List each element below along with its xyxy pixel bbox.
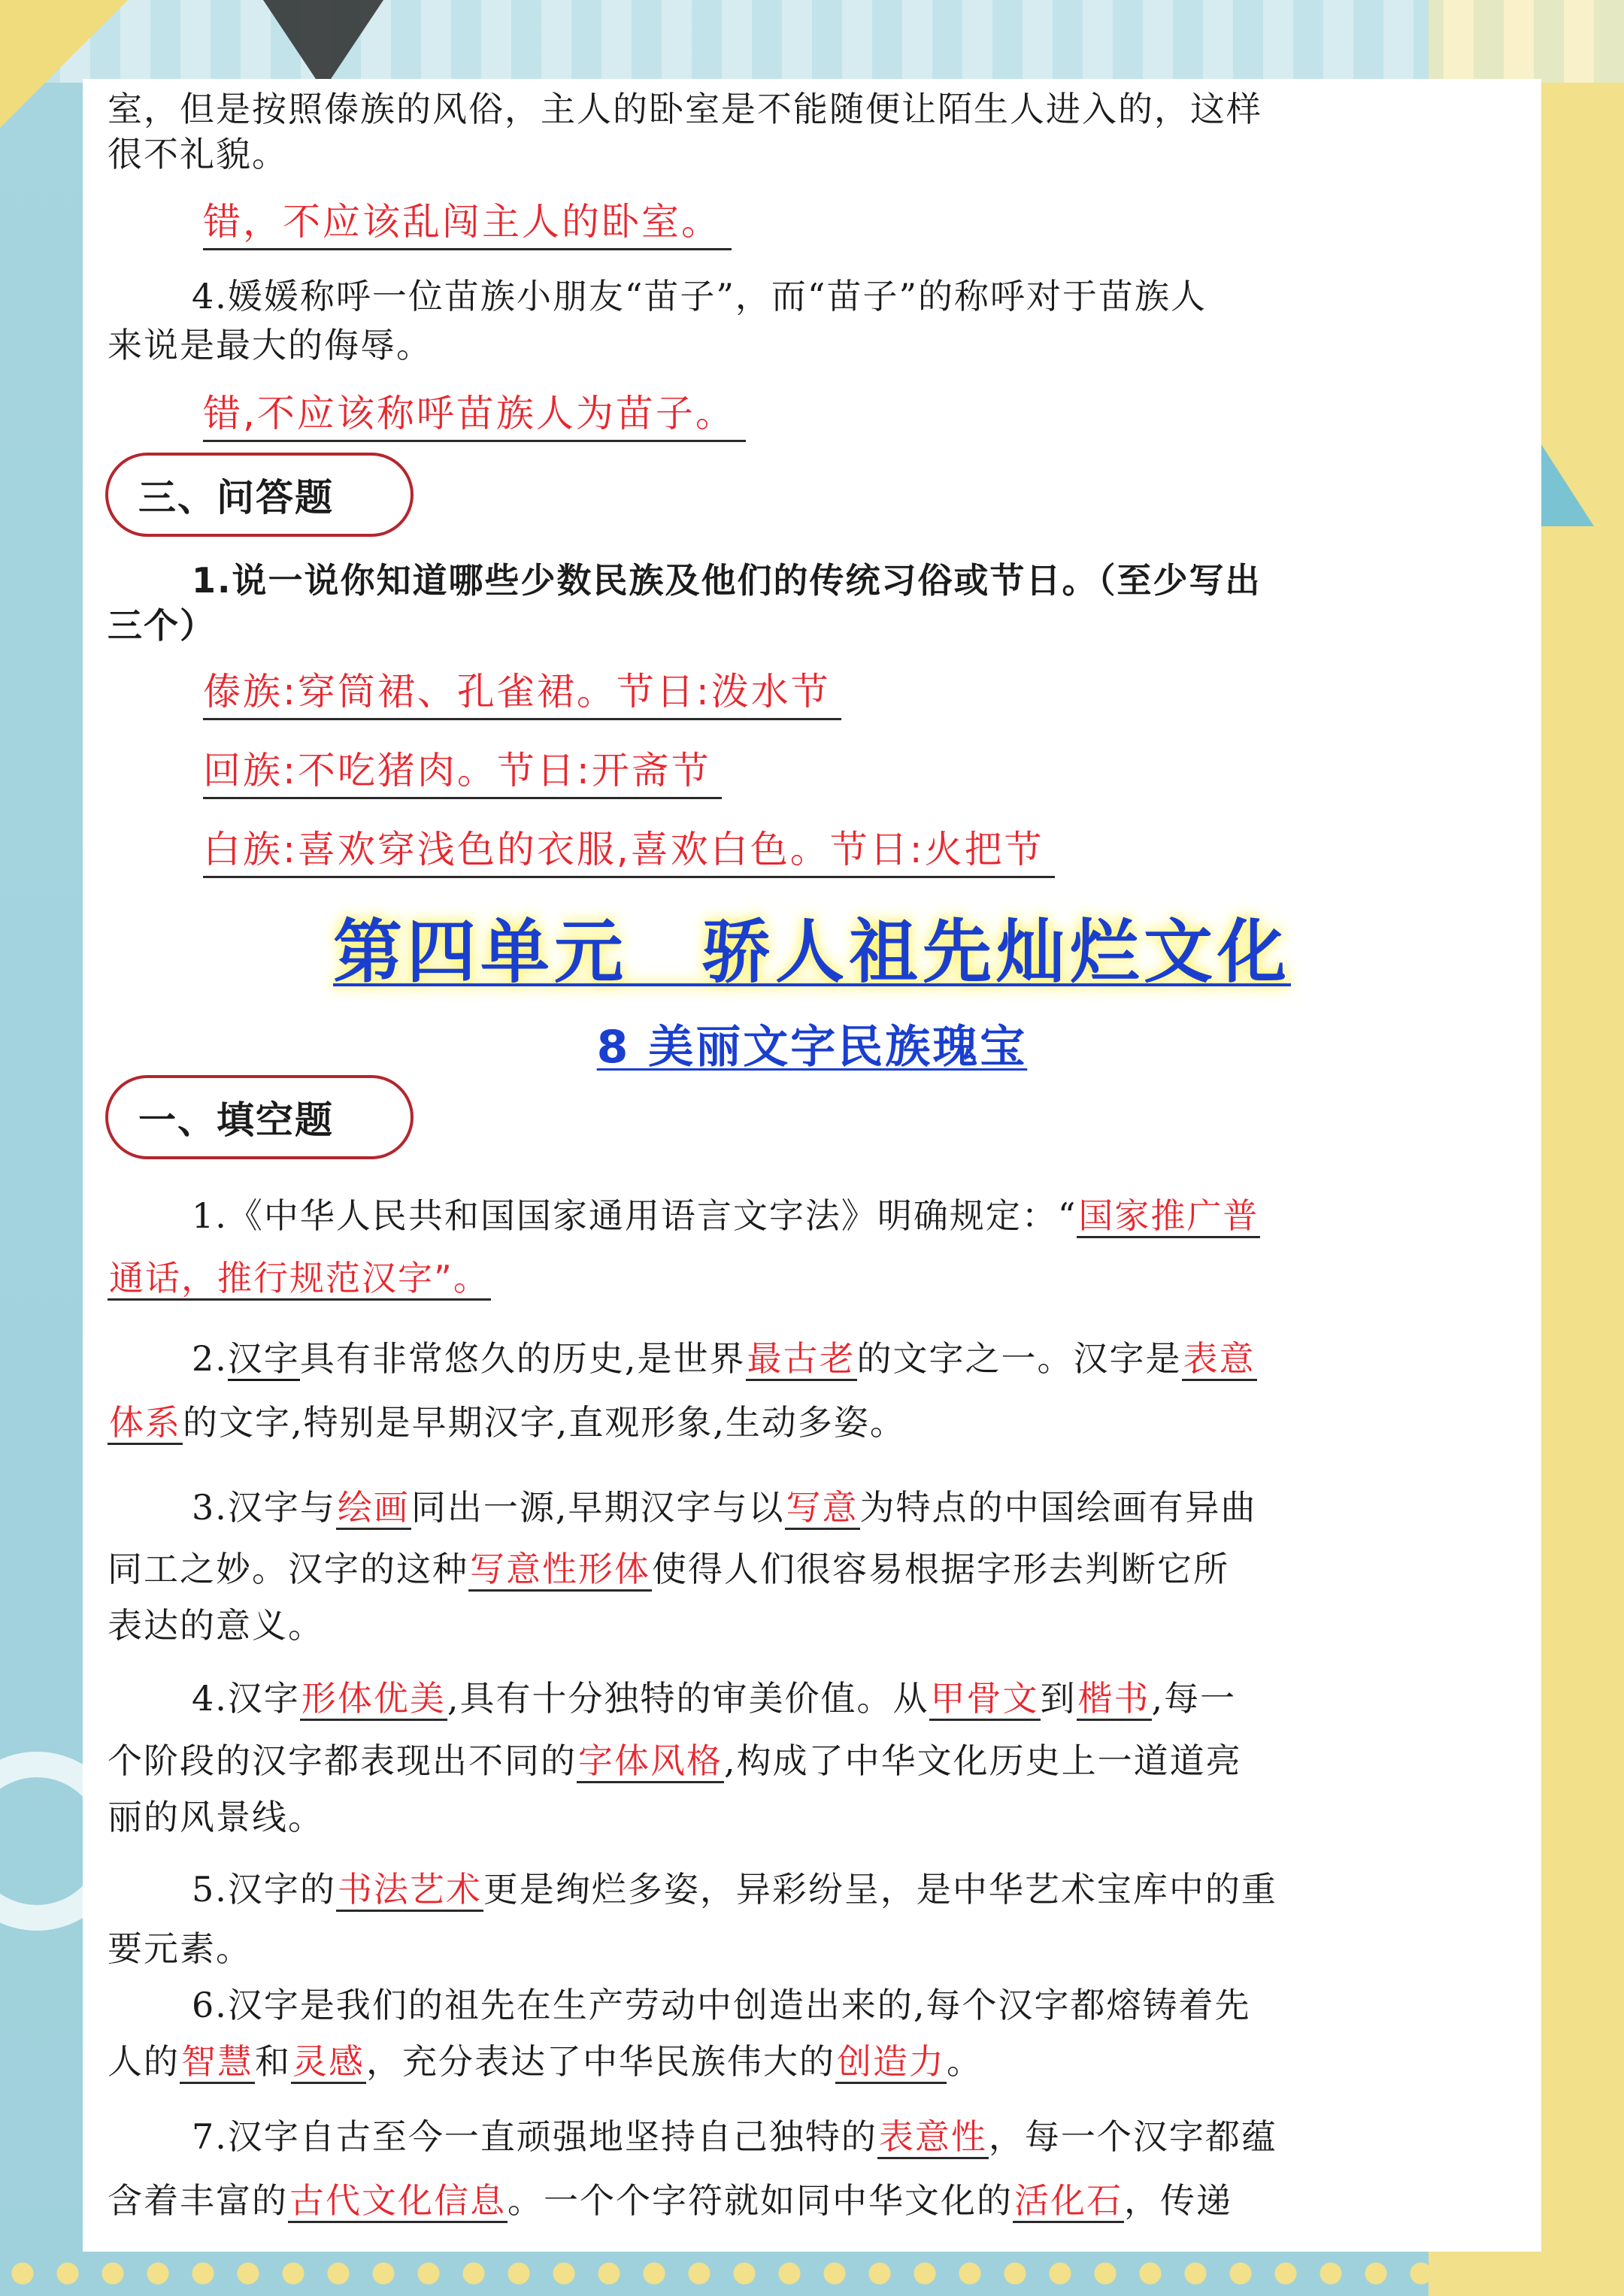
answer-blank: 写意性形体 bbox=[468, 1549, 652, 1592]
answer-blank: 写意 bbox=[785, 1487, 860, 1530]
section-badge: 三、问答题 bbox=[105, 453, 414, 537]
question-7 bbox=[108, 2113, 1517, 2161]
text-line bbox=[108, 1254, 1517, 1302]
text: 同工之妙。汉字的这种 bbox=[108, 1549, 468, 1589]
text: 更是绚烂多姿，异彩纷呈，是中华艺术宝库中的重 bbox=[483, 1869, 1277, 1910]
text: 为特点的中国绘画有异曲 bbox=[859, 1487, 1257, 1528]
keyword: 汉字 bbox=[228, 1338, 300, 1381]
text: 5.汉字的 bbox=[192, 1869, 336, 1910]
decor-dots bbox=[0, 2251, 1624, 2296]
answer-blank: 通话，推行规范汉字”。 bbox=[108, 1258, 491, 1301]
answer-blank: 绘画 bbox=[336, 1487, 411, 1530]
question-1 bbox=[108, 1192, 1517, 1240]
answer-blank: 楷书 bbox=[1077, 1678, 1152, 1721]
question-4: 4.媛媛称呼一位苗族小朋友“苗子”，而“苗子”的称呼对于苗族人 bbox=[192, 276, 1207, 317]
unit-title: 第四单元 骄人祖先灿烂文化 bbox=[332, 912, 1291, 992]
text: 2. bbox=[192, 1338, 228, 1379]
section-badge: 一、填空题 bbox=[105, 1075, 414, 1159]
answer-blank: 表意性 bbox=[877, 2116, 989, 2159]
answer-blank: 活化石 bbox=[1013, 2180, 1124, 2223]
text-line: 室，但是按照傣族的风俗，主人的卧室是不能随便让陌生人进入的，这样 bbox=[108, 89, 1262, 129]
text-line: 很不礼貌。 bbox=[108, 134, 288, 174]
answer-blank: 甲骨文 bbox=[929, 1678, 1041, 1721]
text-line bbox=[108, 2176, 1517, 2225]
text: ，传递 bbox=[1124, 2180, 1232, 2221]
answer-blank: 国家推广普 bbox=[1077, 1195, 1260, 1238]
text: 和 bbox=[255, 2041, 291, 2082]
question-4 bbox=[108, 1674, 1517, 1722]
answer-blank: 表意 bbox=[1182, 1338, 1257, 1381]
text: ，每一个汉字都蕴 bbox=[988, 2116, 1277, 2157]
answer-line: 错,不应该称呼苗族人为苗子。 bbox=[203, 387, 746, 442]
answer-line: 错，不应该乱闯主人的卧室。 bbox=[203, 195, 732, 250]
text-line: 表达的意义。 bbox=[108, 1605, 324, 1646]
text: ,具有十分独特的审美价值。从 bbox=[447, 1678, 929, 1719]
text: 到 bbox=[1040, 1678, 1077, 1719]
answer-line: 傣族:穿筒裙、孔雀裙。节日:泼水节 bbox=[203, 665, 841, 720]
answer-blank: 字体风格 bbox=[577, 1740, 724, 1783]
text-line: 来说是最大的侮辱。 bbox=[108, 325, 432, 365]
text: ,每一 bbox=[1151, 1678, 1237, 1719]
text: 具有非常悠久的历史,是世界 bbox=[299, 1338, 746, 1379]
answer-line: 回族:不吃猪肉。节日:开斋节 bbox=[203, 744, 722, 799]
question-2 bbox=[108, 1334, 1517, 1383]
text-line bbox=[108, 1737, 1517, 1785]
answer-blank: 形体优美 bbox=[300, 1678, 447, 1721]
text-line bbox=[108, 1398, 1517, 1446]
text-line bbox=[108, 1545, 1517, 1593]
text: 个阶段的汉字都表现出不同的 bbox=[108, 1740, 577, 1781]
text: 。 bbox=[947, 2041, 983, 2082]
text: 3.汉字与 bbox=[192, 1487, 336, 1528]
text: 的文字之一。汉字是 bbox=[856, 1338, 1182, 1379]
answer-blank: 最古老 bbox=[746, 1338, 857, 1381]
text-line: 三个） bbox=[108, 605, 216, 646]
text: 1.《中华人民共和国国家通用语言文字法》明确规定：“ bbox=[192, 1195, 1077, 1236]
answer-blank: 灵感 bbox=[291, 2041, 366, 2084]
question-1: 1.说一说你知道哪些少数民族及他们的传统习俗或节日。（至少写出 bbox=[192, 560, 1262, 601]
decor-triangle-dark bbox=[263, 0, 383, 90]
question-5 bbox=[108, 1865, 1517, 1913]
text-line: 要元素。 bbox=[108, 1928, 252, 1969]
background-stripe bbox=[0, 0, 1624, 83]
question-6: 6.汉字是我们的祖先在生产劳动中创造出来的,每个汉字都熔铸着先 bbox=[192, 1985, 1251, 2025]
text: 人的 bbox=[108, 2041, 180, 2082]
text-line: 丽的风景线。 bbox=[108, 1797, 324, 1837]
answer-blank: 古代文化信息 bbox=[288, 2180, 508, 2223]
answer-blank: 体系 bbox=[108, 1402, 183, 1445]
text: 含着丰富的 bbox=[108, 2180, 288, 2221]
text: 7.汉字自古至今一直顽强地坚持自己独特的 bbox=[192, 2116, 877, 2157]
lesson-title: 8 美丽文字民族瑰宝 bbox=[596, 1021, 1028, 1074]
text: 的文字,特别是早期汉字,直观形象,生动多姿。 bbox=[183, 1402, 906, 1443]
worksheet-paper bbox=[83, 79, 1541, 2252]
text: ，充分表达了中华民族伟大的 bbox=[366, 2041, 835, 2082]
answer-blank: 智慧 bbox=[180, 2041, 255, 2084]
text-line bbox=[108, 2037, 1517, 2085]
answer-blank: 创造力 bbox=[835, 2041, 947, 2084]
answer-line: 白族:喜欢穿浅色的衣服,喜欢白色。节日:火把节 bbox=[203, 823, 1055, 878]
text: 同出一源,早期汉字与以 bbox=[411, 1487, 785, 1528]
answer-blank: 书法艺术 bbox=[336, 1869, 483, 1912]
question-3 bbox=[108, 1483, 1517, 1531]
text: 4.汉字 bbox=[192, 1678, 300, 1719]
text: 。一个个字符就如同中华文化的 bbox=[508, 2180, 1013, 2221]
text: ,构成了中华文化历史上一道道亮 bbox=[724, 1740, 1242, 1781]
text: 使得人们很容易根据字形去判断它所 bbox=[652, 1549, 1229, 1589]
